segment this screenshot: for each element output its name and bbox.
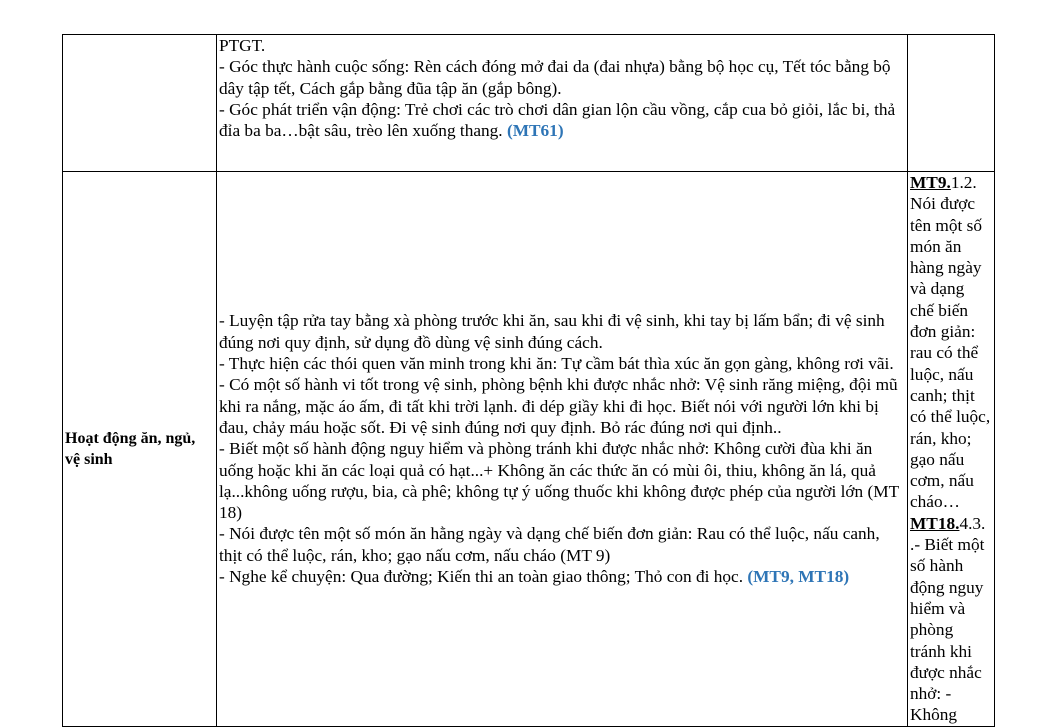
content-line: - Luyện tập rửa tay bằng xà phòng trước khi ăn, sau khi đi vệ sinh, khi tay bị lấm bẩn; đi vệ sinh đúng nơi quy định, sử dụng đồ dùng vệ sinh đúng cách. (219, 311, 885, 352)
goal-cell (908, 172, 995, 727)
content-line: - Biết một số hành động nguy hiểm và phòng tránh khi được nhắc nhở: Không cười đùa khi ăn uống hoặc khi ăn các loại quả có hạt...+ Không ăn các thức ăn có mùi ôi, thiu, không ăn lá, quả lạ...không uống rượu, bia, cà phê; không tự ý uống thuốc khi không được phép của người lớn (MT 18) (219, 439, 899, 523)
table-row (63, 35, 995, 172)
goal-tag: (MT9, MT18) (747, 566, 850, 586)
content-line: - Có một số hành vi tốt trong vệ sinh, phòng bệnh khi được nhắc nhở: Vệ sinh răng miệng, đội mũ khi ra nắng, mặc áo ấm, đi tất khi trời lạnh. đi dép giầy khi đi học. Biết nói với người lớn khi bị đau, chảy máu hoặc sốt. Đi vệ sinh đúng nơi quy định. Bỏ rác đúng nơi qui định.. (219, 375, 898, 437)
content-line (219, 99, 905, 142)
content-line: - Góc thực hành cuộc sống: Rèn cách đóng mở đai da (đai nhựa) bằng bộ học cụ, Tết tóc bằng bộ dây tập tết, Cách gắp bằng đũa tập ăn (gắp bông). (219, 57, 891, 98)
content-text: - Góc phát triển vận động: Trẻ chơi các trò chơi dân gian lộn cầu vồng, cắp cua bỏ giỏi, lắc bi, thả đỉa ba ba…bật sâu, trèo lên xuống thang. (219, 99, 896, 141)
activity-cell (63, 35, 217, 172)
content-line (219, 566, 905, 587)
content-line: PTGT. (219, 36, 266, 55)
content-cell (217, 35, 908, 172)
content-text: - Nghe kể chuyện: Qua đường; Kiến thi an toàn giao thông; Thỏ con đi học. (219, 566, 748, 586)
goal-code: MT18. (910, 513, 960, 533)
activity-cell: Hoạt động ăn, ngủ, vệ sinh (63, 172, 217, 727)
content-cell (217, 172, 908, 727)
table-row (63, 172, 995, 727)
content-line: - Nói được tên một số món ăn hằng ngày và dạng chế biến đơn giản: Rau có thể luộc, nấu canh, thịt có thể luộc, rán, kho; gạo nấu cơm, nấu cháo (MT 9) (219, 524, 880, 565)
plan-table (62, 34, 995, 727)
content-line: - Thực hiện các thói quen văn minh trong khi ăn: Tự cầm bát thìa xúc ăn gọn gàng, không rơi vãi. (219, 354, 894, 374)
goal-text: 1.2. Nói được tên một số món ăn hàng ngày và dạng chế biến đơn giản: rau có thể luộc, nấu canh; thịt có thể luộc, rán, kho; gạo nấu cơm, nấu cháo… (910, 173, 991, 512)
goal-cell (908, 35, 995, 172)
goal-text: 4.3. .- Biết một số hành động nguy hiểm và phòng tránh khi được nhắc nhở: - Không (910, 513, 986, 725)
goal-tag: (MT61) (506, 121, 564, 141)
goal-code: MT9. (910, 173, 951, 192)
